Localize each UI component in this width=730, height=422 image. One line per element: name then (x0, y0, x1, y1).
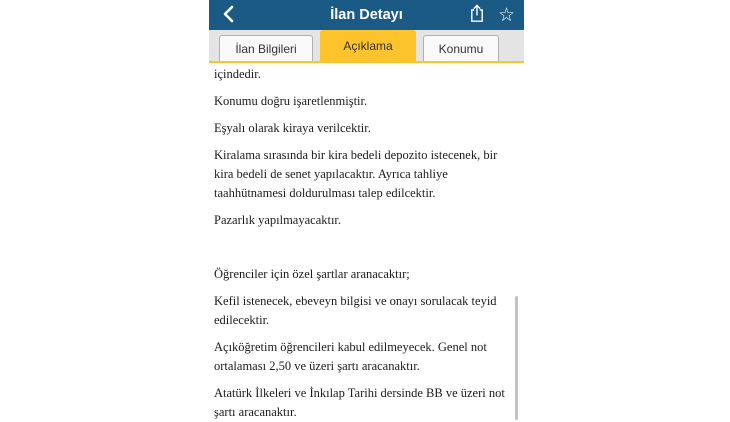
tab-konumu[interactable]: Konumu (423, 35, 499, 61)
share-icon (469, 4, 485, 26)
description-paragraph: Atatürk İlkeleri ve İnkılap Tarihi dersinde BB ve üzeri not şartı aracanaktır. (214, 386, 505, 419)
listing-detail-screen (209, 0, 524, 420)
header (209, 0, 524, 30)
tab-aciklama[interactable]: Açıklama (320, 30, 416, 61)
description-paragraph: Açıköğretim öğrencileri kabul edilmeyecek. Genel not ortalaması 2,50 ve üzeri şartı aracanaktır. (214, 340, 487, 373)
tab-ilan-bilgileri[interactable]: İlan Bilgileri (219, 35, 313, 61)
back-button[interactable] (209, 0, 234, 30)
chevron-left-icon (222, 5, 234, 26)
description-paragraph: Konumu doğru işaretlenmiştir. (214, 94, 368, 108)
share-button[interactable] (469, 4, 485, 26)
scrollbar-thumb[interactable] (515, 296, 518, 420)
description-paragraph (214, 238, 516, 257)
description-content (209, 63, 524, 422)
header-actions (469, 4, 524, 26)
description-paragraph: Kefil istenecek, ebeveyn bilgisi ve onayı sorulacak teyid edilecektir. (214, 294, 497, 327)
tab-bar (209, 30, 524, 63)
favorite-button[interactable] (497, 3, 515, 26)
description-paragraph: Kiralama sırasında bir kira bedeli depozito istecenek, bir kira bedeli de senet yapılacaktır. Ayrıca tahliye taahhütnamesi doldurulması talep edilcektir. (214, 148, 498, 200)
star-outline-icon: ☆ (497, 3, 515, 26)
page-title: İlan Detayı (330, 7, 403, 23)
description-paragraph: içindedir. (214, 67, 261, 81)
description-paragraph: Pazarlık yapılmayacaktır. (214, 213, 342, 227)
description-paragraph: Öğrenciler için özel şartlar aranacaktır; (214, 267, 410, 281)
description-paragraph: Eşyalı olarak kiraya verilcektir. (214, 121, 371, 135)
